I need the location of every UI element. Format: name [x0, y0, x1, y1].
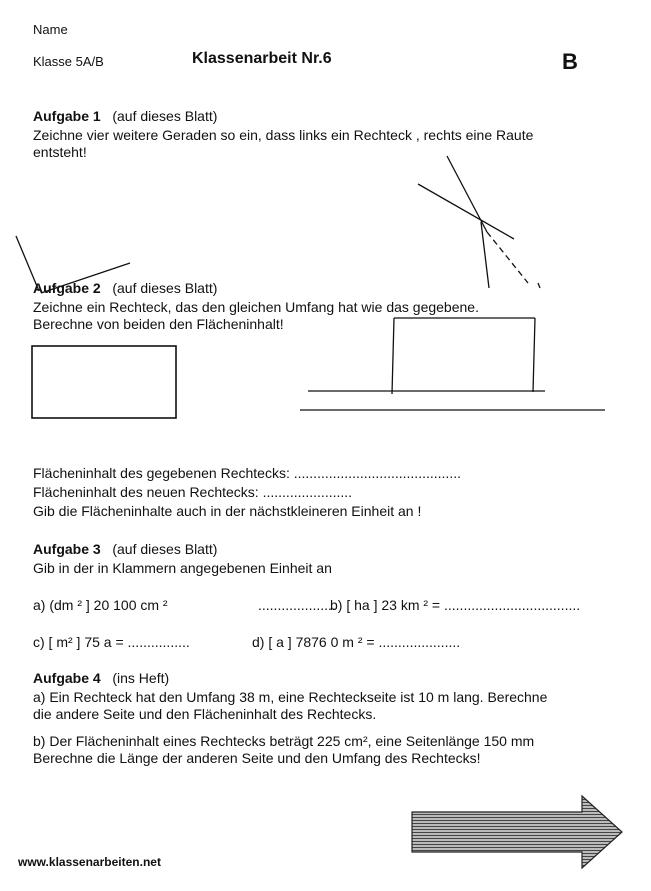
task3-note: (auf dieses Blatt) — [112, 541, 218, 557]
task3-item-a-blank: .................... — [258, 597, 336, 613]
rectangle-line-1 — [16, 236, 39, 291]
name-label: Name — [33, 22, 68, 37]
task4-note: (ins Heft) — [112, 670, 170, 686]
task1-rectangle-lines — [16, 236, 130, 293]
new-rect-right — [533, 318, 535, 392]
page-title: Klassenarbeit Nr.6 — [192, 50, 332, 67]
rhombus-line-3 — [481, 222, 489, 288]
rectangle-line-2 — [41, 263, 130, 293]
variant-label: B — [562, 49, 578, 74]
task2-answer2: Flächeninhalt des neuen Rechtecks: ....................... — [33, 484, 353, 500]
task4-heading: Aufgabe 4 — [33, 670, 101, 686]
class-label: Klasse 5A/B — [33, 54, 104, 69]
task4-line2: die andere Seite und den Flächeninhalt des Rechtecks. — [33, 706, 377, 722]
task2-answer1: Flächeninhalt des gegebenen Rechtecks: ........................................... — [33, 465, 461, 481]
footer-website: www.klassenarbeiten.net — [18, 855, 161, 869]
task3-item-b: b) [ ha ] 23 km ² = ................................... — [330, 597, 581, 613]
rhombus-line-2 — [447, 156, 487, 232]
task1-rhombus-lines — [418, 156, 540, 288]
arrow-right-icon — [412, 796, 622, 868]
task1-line2: entsteht! — [33, 144, 87, 160]
task2-instruction: Gib die Flächeninhalte auch in der nächstkleineren Einheit an ! — [33, 503, 422, 519]
task3-item-d: d) [ a ] 7876 0 m ² = ..................... — [252, 634, 461, 650]
given-rectangle — [32, 346, 176, 418]
task4-line1: a) Ein Rechteck hat den Umfang 38 m, eine Rechteckseite ist 10 m lang. Berechne — [33, 689, 548, 705]
rhombus-line-2-dashed — [487, 232, 528, 283]
task1-heading: Aufgabe 1 — [33, 108, 101, 124]
task4-line4: Berechne die Länge der anderen Seite und den Umfang des Rechtecks! — [33, 750, 481, 766]
task3-item-a: a) (dm ² ] 20 100 cm ² — [33, 597, 168, 613]
task2-line1: Zeichne ein Rechteck, das den gleichen Umfang hat wie das gegebene. — [33, 299, 479, 315]
task2-heading: Aufgabe 2 — [33, 280, 101, 296]
task1-note: (auf dieses Blatt) — [112, 108, 218, 124]
task2-note: (auf dieses Blatt) — [112, 280, 218, 296]
new-rect-left — [392, 318, 394, 394]
task2-line2: Berechne von beiden den Flächeninhalt! — [33, 316, 284, 332]
task3-heading: Aufgabe 3 — [33, 541, 101, 557]
task4-line3: b) Der Flächeninhalt eines Rechtecks beträgt 225 cm², eine Seitenlänge 150 mm — [33, 733, 535, 749]
task1-line1: Zeichne vier weitere Geraden so ein, dass links ein Rechteck , rechts eine Raute — [33, 127, 534, 143]
new-rectangle — [300, 318, 605, 410]
task3-item-c: c) [ m² ] 75 a = ................ — [33, 634, 190, 650]
rhombus-mark — [538, 283, 540, 288]
task3-intro: Gib in der in Klammern angegebenen Einheit an — [33, 560, 332, 576]
